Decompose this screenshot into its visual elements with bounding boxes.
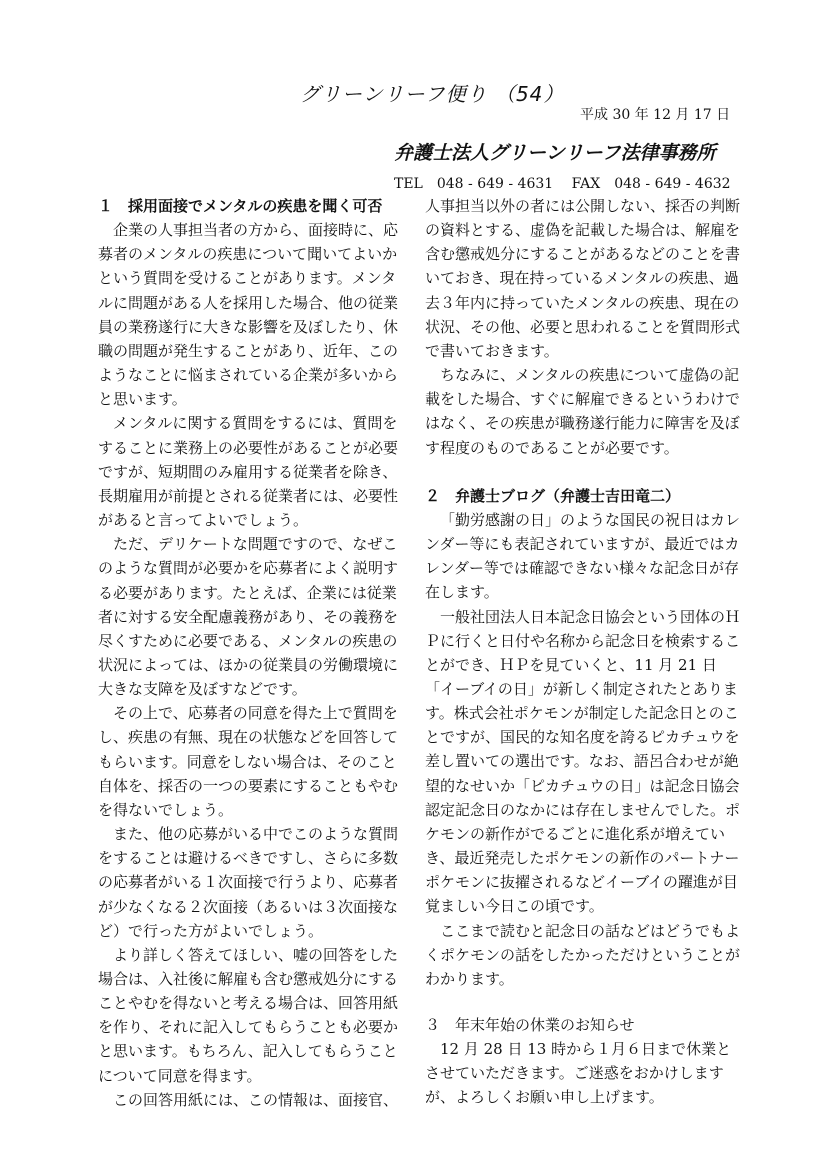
- section1-paragraph: この回答用紙には、この情報は、面接官、: [113, 1090, 399, 1109]
- section1-continuation: 人事担当以外の者には公開しない、採否の判断の資料とする、虚偽を記載した場合は、解雇を含む懲戒処分にすることがあるなどのことを書いておき、現在持っているメンタルの疾患、過去３年内に持っていたメンタルの疾患、現在の状況、その他、必要と思われることを質問形式で書いておきます。: [425, 197, 741, 360]
- section1-paragraph: より詳しく答えてほしい、嘘の回答をした場合は、入社後に解雇も含む懲戒処分にすることやむを得ないと考える場合は、回答用紙を作り、それに記入してもらうことも必要かと思います。もちろん、記入してもらうことについて同意を得ます。: [98, 945, 399, 1085]
- left-column: [98, 194, 398, 1112]
- section-spacer: [425, 460, 741, 484]
- section1-paragraph: メンタルに関する質問をするには、質問をすることに業務上の必要性があることが必要ですが、短期間のみ雇用する従業者を除き、長期雇用が前提とされる従業者には、必要性があると言ってよいでしょう。: [98, 414, 399, 530]
- issue-date: 平成 30 年 12 月 17 日: [580, 107, 731, 123]
- section3-paragraph: 12 月 28 日 13 時から１月６日まで休業とさせていただきます。ご迷惑をおかけしますが、よろしくお願い申し上げます。: [425, 1040, 732, 1107]
- section2-paragraph: ここまで読むと記念日の話などはどうでもよくポケモンの話をしたかっただけということがわかります。: [425, 921, 741, 988]
- section3-heading: ３ 年末年始の休業のお知らせ: [425, 1016, 635, 1034]
- firm-name: 弁護士法人グリーンリーフ法律事務所: [394, 142, 716, 164]
- section2-paragraph: 一般社団法人日本記念日協会という団体のＨＰに行くと日付や名称から記念日を検索することができ、ＨＰを見ていくと、11 月 21 日「イーブイの日」が新しく制定されたとあります。株式会社ポケモンが制定した記念日とのことですが、国民的な知名度を誇るピカチュウを差し置いての選出です。なお、語呂合わせが絶望的なせいか「ピカチュウの日」は記念日協会認定記念日のなかには存在しませんでした。ポケモンの新作がでるごとに進化系が増えていき、最近発売したポケモンの新作のパートナーポケモンに抜擢されるなどイーブイの躍進が目覚ましい今日この頃です。: [425, 607, 741, 916]
- section1-paragraph: また、他の応募がいる中でこのような質問をすることは避けるべきですし、さらに多数の応募者がいる１次面接で行うより、応募者が少なくなる２次面接（あるいは３次面接など）で行った方がよいでしょう。: [98, 825, 399, 940]
- section2-paragraph: 「勤労感謝の日」のような国民の祝日はカレンダー等にも表記されていますが、最近ではカレンダー等では確認できない様々な記念日が存在します。: [425, 510, 741, 602]
- section2-heading: ２ 弁護士ブログ（弁護士吉田竜二）: [425, 486, 681, 505]
- newsletter-title: グリーンリーフ便り （54）: [300, 82, 565, 106]
- section1-continuation: ちなみに、メンタルの疾患について虚偽の記載をした場合、すぐに解雇できるというわけではなく、その疾患が職務遂行能力に障害を及ぼす程度のものであることが必要です。: [425, 366, 741, 457]
- contact-info: TEL 048 - 649 - 4631 FAX 048 - 649 - 4632: [394, 176, 731, 192]
- section1-heading: １ 採用面接でメンタルの疾患を聞く可否: [98, 197, 383, 215]
- right-column: [425, 194, 741, 1110]
- section1-paragraph: ただ、デリケートな問題ですので、なぜこのような質問が必要かを応募者によく説明する必要があります。たとえば、企業には従業者に対する安全配慮義務があり、その義務を尽くすために必要である、メンタルの疾患の状況によっては、ほかの従業員の労働環境に大きな支障を及ぼすなどです。: [98, 535, 399, 699]
- section-spacer: [425, 991, 741, 1013]
- section1-paragraph: 企業の人事担当者の方から、面接時に、応募者のメンタルの疾患について聞いてよいかという質問を受けることがあります。メンタルに問題がある人を採用した場合、他の従業員の業務遂行に大きな影響を及ぼしたり、休職の問題が発生することがあり、近年、このようなことに悩まされている企業が多いからと思います。: [98, 221, 399, 409]
- section1-paragraph: その上で、応募者の同意を得た上で質問をし、疾患の有無、現在の状態などを回答してもらいます。同意をしない場合は、そのこと自体を、採否の一つの要素にすることもやむを得ないでしょう。: [98, 704, 399, 819]
